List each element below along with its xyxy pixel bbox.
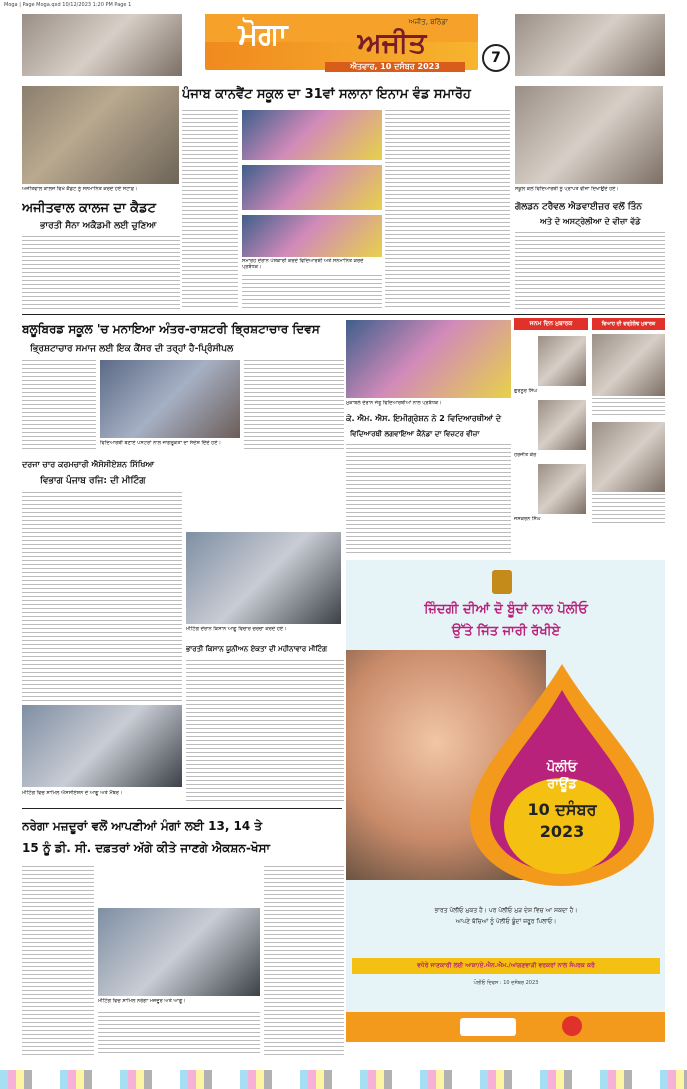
- narega-body-col3: [264, 866, 344, 1056]
- anniversary-photo-1: [592, 334, 665, 396]
- polio-logo-badge: [460, 1018, 516, 1036]
- visa-photo: [515, 86, 663, 184]
- kisan-body-text: [186, 660, 344, 802]
- bluebird-body-col2: [244, 360, 344, 452]
- masthead-right-photo: [515, 14, 665, 76]
- polio-drop-title-2: ਰਾਊਂਡ: [547, 777, 577, 792]
- kisan-photo: [186, 532, 341, 624]
- polio-body-2: ਆਪਣੇ ਬੱਚਿਆਂ ਨੂੰ ਪੋਲੀਓ ਬੂੰਦਾਂ ਜ਼ਰੂਰ ਪਿਲਾਓ।: [455, 918, 557, 925]
- narega-headline-1: ਨਰੇਗਾ ਮਜ਼ਦੂਰਾਂ ਵਲੋਂ ਆਪਣੀਆਂ ਮੰਗਾਂ ਲਈ 13, 14 ਤੇ: [22, 819, 263, 833]
- anniversary-text-1: [592, 398, 665, 418]
- narega-rule: [22, 808, 342, 809]
- visa-caption: ਸਕੂਲ ਕੋਲੋਂ ਵਿਦਿਆਰਥੀ ਨੂੰ ਪ੍ਰਾਪਤ ਵੀਜ਼ਾ ਦਿਖਾਉਂਦੇ ਹੋਏ।: [515, 186, 619, 192]
- birthday-photo-2: [538, 400, 586, 450]
- section-rule: [22, 314, 665, 315]
- narega-caption: ਮੀਟਿੰਗ ਵਿਚ ਸ਼ਾਮਿਲ ਨਰੇਗਾ ਮਜ਼ਦੂਰ ਅਤੇ ਆਗੂ।: [98, 998, 186, 1004]
- masthead-left-photo: [22, 14, 182, 76]
- birthday-name-2: ਹਰਜੀਤ ਕੌਰ: [514, 452, 537, 458]
- school-photo-2: [242, 165, 382, 210]
- cadet-headline: ਅਜੀਤਵਾਲ ਕਾਲਜ ਦਾ ਕੈਡਟ: [22, 201, 156, 216]
- narega-body-col1: [22, 866, 94, 1056]
- masthead-edition: ਅਜੀਤ, ਬਠਿੰਡਾ: [408, 18, 448, 26]
- print-slug: Moga | Page Moga.qxd 10/12/2023 1:20 PM Page 1: [4, 2, 132, 8]
- polio-drop-date-2: 2023: [539, 822, 585, 841]
- color-registration-strip: [0, 1070, 687, 1089]
- cadet-subhead: ਭਾਰਤੀ ਸੈਨਾ ਅਕੈਡਮੀ ਲਈ ਚੁਣਿਆ: [40, 221, 157, 231]
- polio-headline-1: ਜ਼ਿੰਦਗੀ ਦੀਆਂ ਦੋ ਬੂੰਦਾਂ ਨਾਲ ਪੋਲੀਓ: [424, 602, 588, 617]
- immigration-subhead: ਵਿਦਿਆਰਥੀ ਲਗਵਾਇਆ ਕੈਨੇਡਾ ਦਾ ਵਿਜ਼ਟਰ ਵੀਜ਼ਾ: [350, 430, 480, 438]
- school-body-col3: [385, 110, 510, 310]
- visa-headline: ਗੋਲਡਨ ਟਰੈਵਲ ਐਡਵਾਈਜ਼ਰ ਵਲੋਂ ਤਿੰਨ: [515, 202, 642, 212]
- class4-headline: ਦਰਜਾ ਚਾਰ ਕਰਮਚਾਰੀ ਐਸੋਸੀਏਸ਼ਨ ਸਿੱਖਿਆ: [22, 460, 155, 469]
- polio-footer: ਪੋਲੀਓ ਦਿਵਸ : 10 ਦਸੰਬਰ 2023: [473, 980, 539, 986]
- polio-body-1: ਭਾਰਤ ਪੋਲੀਓ ਮੁਕਤ ਹੈ। ਪਰ ਪੋਲੀਓ ਮੁੜ ਦੇਸ਼ ਵਿਚ ਆ ਸਕਦਾ ਹੈ।: [434, 907, 578, 914]
- page-number: 7: [482, 44, 510, 72]
- bluebird-headline: ਬਲੂਬਿਰਡ ਸਕੂਲ 'ਚ ਮਨਾਇਆ ਅੰਤਰ-ਰਾਸ਼ਟਰੀ ਭ੍ਰਿਸ਼ਟਾਚਾਰ ਦਿਵਸ: [22, 322, 320, 336]
- bluebird-subhead: ਭ੍ਰਿਸ਼ਟਾਚਾਰ ਸਮਾਜ ਲਈ ਇਕ ਕੈਂਸਰ ਦੀ ਤਰ੍ਹਾਂ ਹੈ-ਪ੍ਰਿੰਸੀਪਲ: [30, 344, 234, 354]
- school-headline: ਪੰਜਾਬ ਕਾਨਵੈਂਟ ਸਕੂਲ ਦਾ 31ਵਾਂ ਸਲਾਨਾ ਇਨਾਮ ਵੰਡ ਸਮਾਰੋਹ: [182, 87, 471, 102]
- anniversary-text-2: [592, 494, 665, 524]
- class4-subhead: ਵਿਭਾਗ ਪੰਜਾਬ ਰਜਿ: ਦੀ ਮੀਟਿੰਗ: [40, 476, 146, 486]
- polio-cta: ਵਧੇਰੇ ਜਾਣਕਾਰੀ ਲਈ ਆਸ਼ਾ/ਏ.ਐਨ.ਐਮ./ਆਂਗਣਵਾੜੀ ਵਰਕਰਾਂ ਨਾਲ ਸੰਪਰਕ ਕਰੋ: [352, 958, 660, 974]
- bluebird-photo: [100, 360, 240, 438]
- birthday-photo-1: [538, 336, 586, 386]
- anniversary-photo-2: [592, 422, 665, 492]
- immigration-headline: ਕੇ. ਐਮ. ਐਸ. ਇਮੀਗ੍ਰੇਸ਼ਨ ਨੇ 2 ਵਿਦਿਆਰਥੀਆਂ ਦੇ: [346, 414, 502, 423]
- school-photo-1: [242, 110, 382, 160]
- emblem-icon: [492, 570, 512, 594]
- polio-drop-date-1: 10 ਦਸੰਬਰ: [527, 800, 597, 819]
- visa-body-text: [515, 232, 665, 310]
- polio-headline-2: ਉੱਤੇ ਜਿੱਤ ਜਾਰੀ ਰੱਖੀਏ: [451, 624, 561, 639]
- school-caption: ਸਮਾਰੋਹ ਦੌਰਾਨ ਪੇਸ਼ਕਾਰੀ ਕਰਦੇ ਵਿਦਿਆਰਥੀ ਅਤੇ ਸਨਮਾਨਿਤ ਕਰਦੇ ਪ੍ਰਬੰਧਕ।: [242, 258, 364, 270]
- class4-body-text: [22, 492, 182, 702]
- birthday-title: ਜਨਮ ਦਿਨ ਮੁਬਾਰਕ: [514, 318, 588, 330]
- class4-caption: ਮੀਟਿੰਗ ਵਿਚ ਸ਼ਾਮਿਲ ਐਸੋਸੀਏਸ਼ਨ ਦੇ ਆਗੂ ਅਤੇ ਮੈਂਬਰ।: [22, 790, 123, 796]
- narega-photo: [98, 908, 260, 996]
- masthead-paper: ਅਜੀਤ: [357, 26, 427, 59]
- immigration-body-text: [346, 444, 511, 554]
- contest-caption: ਮੁਕਾਬਲੇ ਦੌਰਾਨ ਜੇਤੂ ਵਿਦਿਆਰਥੀਆਂ ਨਾਲ ਪ੍ਰਬੰਧਕ।: [346, 400, 442, 406]
- visa-subhead: ਅਤੇ ਦੋ ਅਸਟ੍ਰੇਲੀਆ ਦੇ ਵੀਜ਼ਾ ਵੱਡੇ: [540, 217, 641, 226]
- cadet-photo: [22, 86, 179, 184]
- narega-body-col2: [98, 1012, 260, 1056]
- kisan-headline: ਭਾਰਤੀ ਕਿਸਾਨ ਯੂਨੀਅਨ ਏਕਤਾ ਦੀ ਮਹੀਨਾਵਾਰ ਮੀਟਿੰਗ: [186, 645, 328, 653]
- polio-drop-title-1: ਪੋਲੀਓ: [546, 760, 578, 775]
- cadet-caption: ਅਜੀਤਵਾਲ ਕਾਲਜ ਵਿਖੇ ਕੈਡਟ ਨੂੰ ਸਨਮਾਨਿਤ ਕਰਦੇ ਹੋਏ ਸਟਾਫ਼।: [22, 186, 138, 192]
- kisan-caption: ਮੀਟਿੰਗ ਦੌਰਾਨ ਕਿਸਾਨ ਆਗੂ ਵਿਚਾਰ ਚਰਚਾ ਕਰਦੇ ਹੋਏ।: [186, 626, 287, 632]
- anniversary-title: ਵਿਆਹ ਦੀ ਵਰ੍ਹੇਗੰਢ ਮੁਬਾਰਕ: [592, 318, 665, 330]
- birthday-photo-3: [538, 464, 586, 514]
- health-logo-icon: [562, 1016, 582, 1036]
- narega-headline-2: 15 ਨੂੰ ਡੀ. ਸੀ. ਦਫ਼ਤਰਾਂ ਅੱਗੇ ਕੀਤੇ ਜਾਣਗੇ ਐਕਸ਼ਨ-ਖੋਸਾ: [22, 841, 270, 855]
- school-body-col1: [182, 110, 238, 310]
- school-body-col2: [242, 275, 382, 310]
- birthday-name-1: ਗੁਰਨੂਰ ਸਿੰਘ: [514, 388, 538, 394]
- masthead-date: ਐਤਵਾਰ, 10 ਦਸੰਬਰ 2023: [325, 62, 465, 72]
- masthead-city: ਮੋਗਾ: [238, 17, 288, 52]
- class4-photo: [22, 705, 182, 787]
- bluebird-caption: ਵਿਦਿਆਰਥੀ ਬਣਾਏ ਪੋਸਟਰਾਂ ਨਾਲ ਜਾਗਰੂਕਤਾ ਦਾ ਸੰਦੇਸ਼ ਦਿੰਦੇ ਹੋਏ।: [100, 440, 221, 446]
- bluebird-body-col1: [22, 360, 96, 450]
- school-photo-3: [242, 215, 382, 257]
- birthday-name-3: ਜਸਕਰਨ ਸਿੰਘ: [514, 516, 541, 522]
- contest-photo: [346, 320, 511, 398]
- cadet-body-text: [22, 236, 180, 310]
